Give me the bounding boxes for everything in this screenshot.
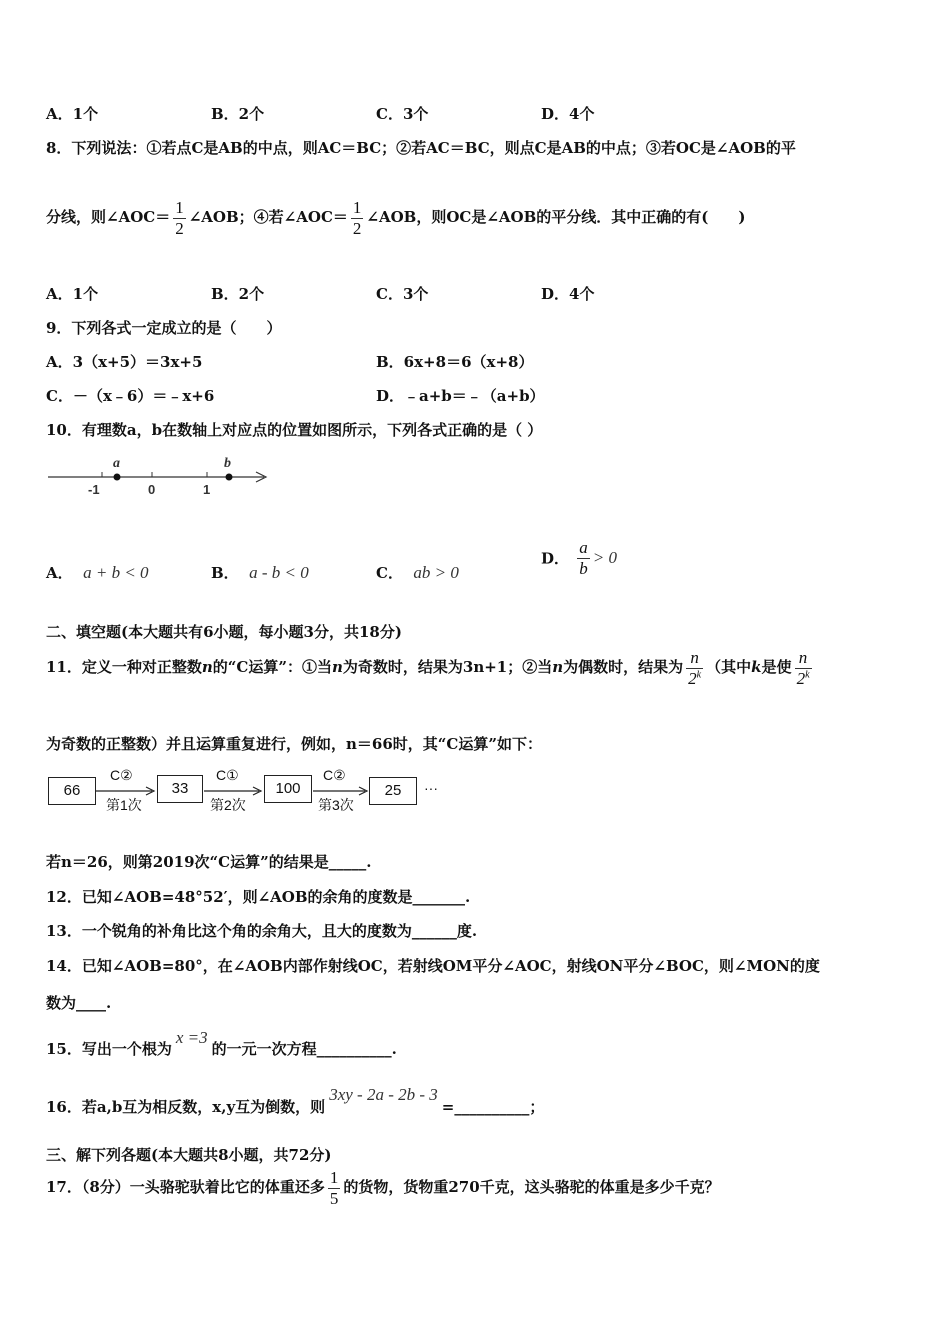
q9-stem: 9．下列各式一定成立的是（ ） — [46, 319, 282, 337]
section-2-heading: 二、填空题(本大题共有6小题，每小题3分，共18分) — [46, 623, 402, 641]
q8-option-b: B．2个 — [211, 285, 265, 303]
q14-line2: 数为____. — [46, 994, 112, 1012]
q8-text-b: ∠AOB；④若∠AOC＝ — [188, 208, 348, 227]
q9-option-a: A．3（x+5）＝3x+5 — [46, 353, 203, 371]
section-3-heading: 三、解下列各题(本大题共8小题，共72分) — [46, 1146, 332, 1164]
flow-box-3: 100 — [264, 775, 312, 803]
q10-option-b: B． a - b < 0 — [211, 563, 309, 582]
q7-option-c: C．3个 — [376, 105, 429, 123]
point-b-dot — [226, 474, 233, 481]
tick-label-1: 1 — [203, 482, 211, 497]
flow-ellipsis: ··· — [424, 780, 438, 796]
q14-line1: 14．已知∠AOB=80°，在∠AOB内部作射线OC，若射线OM平分∠AOC，射线ON平分∠BOC，则∠MON的度 — [46, 957, 820, 975]
q11-line2: 为奇数的正整数）并且运算重复进行，例如，n＝66时，其“C运算”如下： — [46, 735, 542, 753]
flow-box-2: 33 — [157, 775, 203, 803]
q8-fraction-1: $\frac{1}{2}$ — [175, 198, 184, 238]
q15: 15．写出一个根为x =3的一元一次方程__________. — [46, 1028, 397, 1058]
q8-option-d: D．4个 — [541, 285, 595, 303]
q8-text-c: ∠AOB，则OC是∠AOB的平分线．其中正确的有( ) — [366, 208, 746, 227]
tick-label-neg1: -1 — [88, 482, 100, 497]
q7-option-a: A．1个 — [46, 105, 99, 123]
q17-fraction: $\frac{1}{5}$ — [329, 1168, 339, 1208]
q8-fraction-2: $\frac{1}{2}$ — [352, 198, 362, 238]
flow-op-1: C② — [110, 767, 133, 783]
q10-option-a: A． a + b < 0 — [46, 563, 149, 582]
q9-option-b: B．6x+8＝6（x+8） — [376, 353, 534, 371]
q11-line1: 11．定义一种对正整数n的“C运算”：①当n为奇数时，结果为3n+1；②当n为偶数时，结果为 $\frac{n}{2^k}$ （其中k是使 $\frac{n}{2^k}$ — [46, 648, 810, 688]
q9-option-d: D．﹣a+b＝﹣（a+b） — [376, 387, 545, 405]
q11-fraction-2: $\frac{n}{2^k}$ — [796, 648, 810, 688]
flow-step-1: 第1次 — [106, 797, 142, 813]
q7-option-b: B．2个 — [211, 105, 265, 123]
q10-stem: 10．有理数a，b在数轴上对应点的位置如图所示，下列各式正确的是（ ） — [46, 421, 543, 439]
point-a-label: a — [113, 456, 120, 471]
flow-step-3: 第3次 — [318, 797, 354, 813]
q16: 16．若a,b互为相反数，x,y互为倒数，则3xy - 2a - 2b - 3=__________； — [46, 1085, 545, 1116]
q17: 17．（8分）一头骆驼驮着比它的体重还多 $\frac{1}{5}$ 的货物，货物重270千克，这头骆驼的体重是多少千克？ — [46, 1168, 720, 1208]
flow-box-1: 66 — [48, 777, 96, 805]
point-a-dot — [114, 474, 121, 481]
number-line — [44, 450, 274, 502]
q9-option-c: C．－（x﹣6）＝﹣x+6 — [46, 387, 215, 405]
q8-option-a: A．1个 — [46, 285, 99, 303]
q8-option-c: C．3个 — [376, 285, 429, 303]
flow-box-4: 25 — [369, 777, 417, 805]
q13: 13．一个锐角的补角比这个角的余角大，且大的度数为______度. — [46, 922, 478, 940]
q12: 12．已知∠AOB=48°52′，则∠AOB的余角的度数是_______. — [46, 888, 471, 906]
point-b-label: b — [224, 456, 231, 471]
flow-op-2: C① — [216, 767, 239, 783]
tick-label-0: 0 — [148, 482, 156, 497]
flow-step-2: 第2次 — [210, 797, 246, 813]
q7-option-d: D．4个 — [541, 105, 595, 123]
q11-fraction-1: $\frac{n}{2^k}$ — [688, 648, 702, 688]
q8-text-a: 分线，则∠AOC＝ — [46, 208, 171, 227]
q8-stem-line2 — [46, 198, 746, 238]
flow-op-3: C② — [323, 767, 346, 783]
q8-stem-line1: 8．下列说法：①若点C是AB的中点，则AC＝BC；②若AC＝BC，则点C是AB的中点；③若OC是∠AOB的平 — [46, 139, 796, 157]
q10-option-c: C． ab > 0 — [376, 563, 459, 582]
q10-option-d: D． $\frac{a}{b}$ > 0 — [541, 538, 617, 578]
q11-line3: 若n＝26，则第2019次“C运算”的结果是_____. — [46, 853, 372, 871]
q10-d-fraction: $\frac{a}{b}$ — [579, 538, 588, 578]
